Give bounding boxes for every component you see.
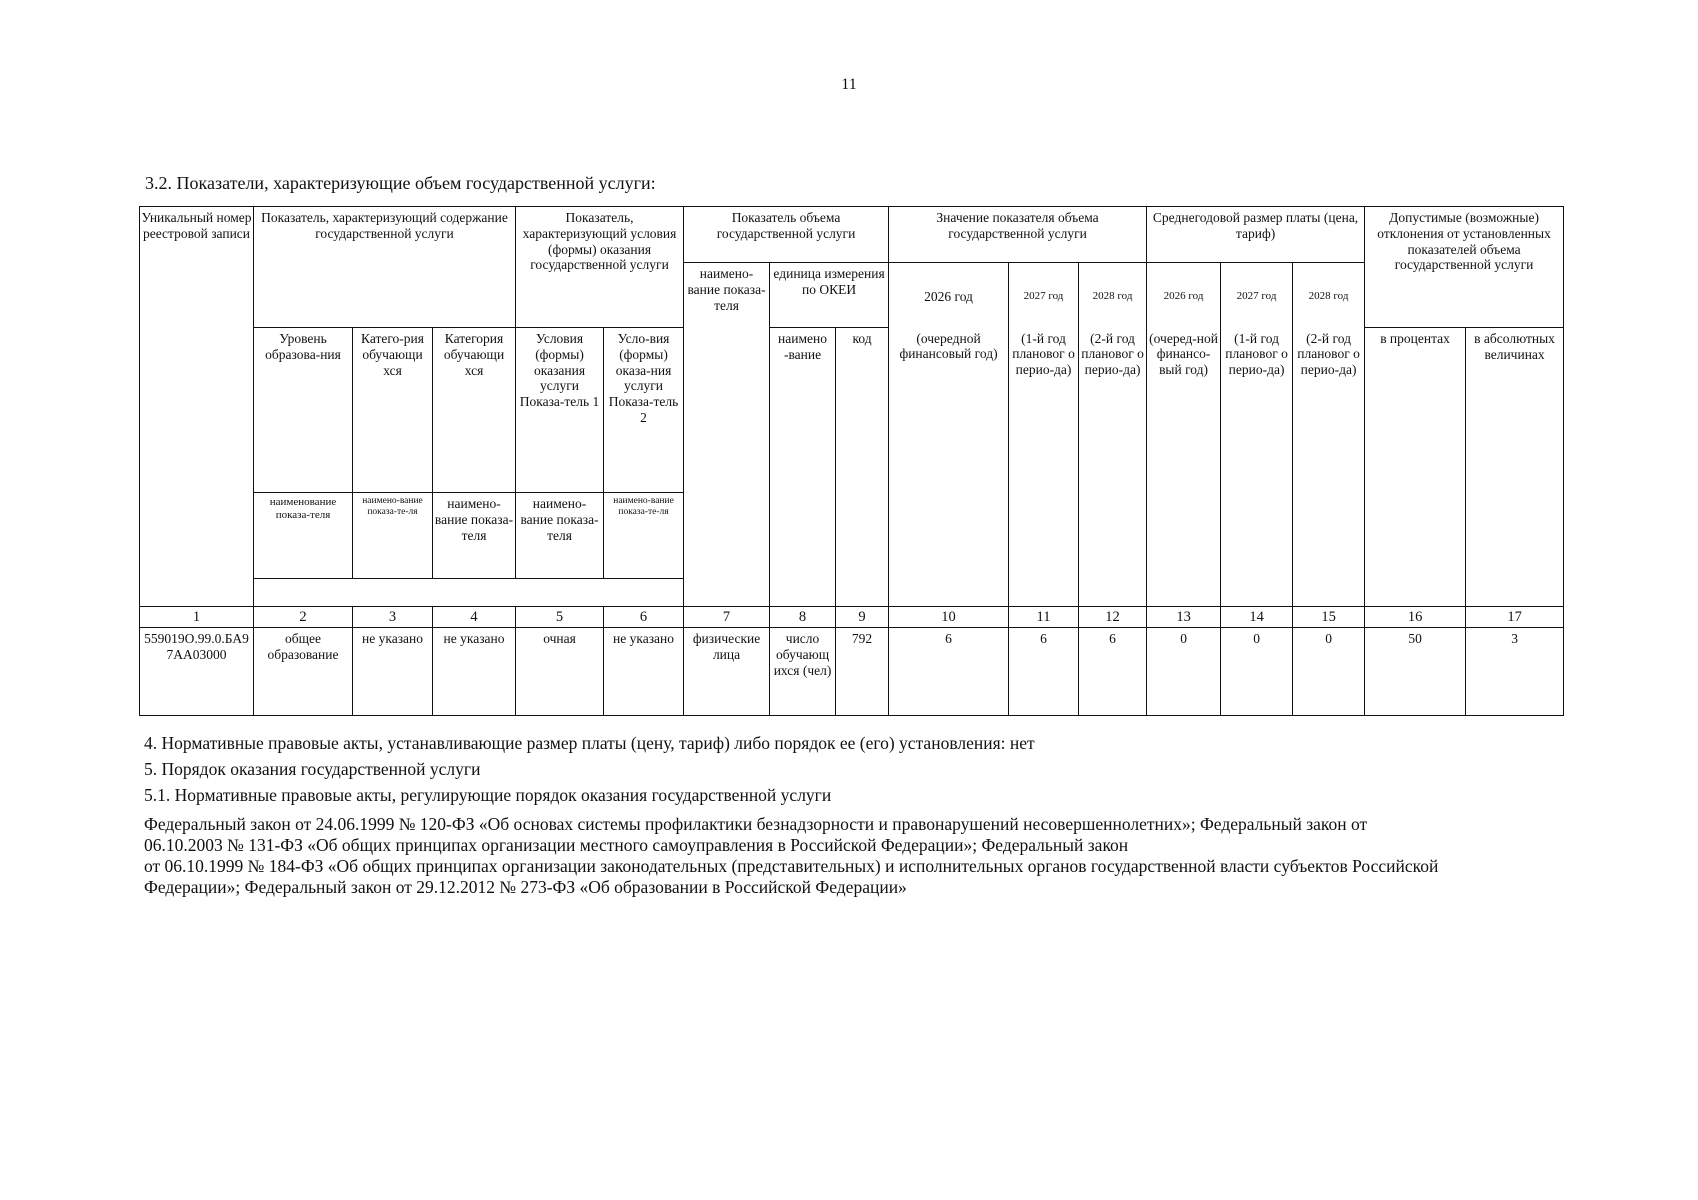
section-4-text: 4. Нормативные правовые акты, устанавливающие размер платы (цену, тариф) либо порядок ее (его) установления: нет [144,733,1035,753]
header-content-indicator: Показатель, характеризующий содержание государственной услуги [254,207,516,328]
header-fee-2026-year: 2026 год [1147,263,1221,328]
column-number: 12 [1079,607,1147,628]
column-number: 7 [684,607,770,628]
cell-deviation-percent: 50 [1365,628,1466,716]
cell-value-2027: 6 [1009,628,1079,716]
header-name-2: наимено-вание показа-те-ля [353,493,433,579]
section-5-1-heading: 5.1. Нормативные правовые акты, регулирующие порядок оказания государственной услуги [144,785,832,805]
table-row [140,628,1564,716]
cell-registry-number: 559019О.99.0.БА97АА03000 [140,628,254,716]
header-fee-group: Среднегодовой размер платы (цена, тариф) [1147,207,1365,263]
header-spacer [254,579,684,607]
law-line: Федерации»; Федеральный закон от 29.12.2012 № 273-ФЗ «Об образовании в Российской Федерации» [144,877,907,897]
column-number: 8 [770,607,836,628]
cell-condition-1: очная [516,628,604,716]
header-value-2027-year: 2027 год [1009,263,1079,328]
column-number: 15 [1293,607,1365,628]
header-name-4: наимено-вание показа-теля [516,493,604,579]
cell-value-2028: 6 [1079,628,1147,716]
column-number: 9 [836,607,889,628]
column-number: 16 [1365,607,1466,628]
header-condition-1: Условия (формы) оказания услуги Показа-тель 1 [516,328,604,493]
column-number: 14 [1221,607,1293,628]
header-value-2028-desc: (2-й год плановог о перио-да) [1079,328,1147,607]
volume-indicators-table [139,206,1564,716]
cell-category-2: не указано [433,628,516,716]
header-condition-2: Усло-вия (формы) оказа-ния услуги Показа-тель 2 [604,328,684,493]
header-deviation-group: Допустимые (возможные) отклонения от установленных показателей объема государственной услуги [1365,207,1564,328]
header-fee-2027-year: 2027 год [1221,263,1293,328]
cell-fee-2026: 0 [1147,628,1221,716]
column-number: 3 [353,607,433,628]
column-number: 4 [433,607,516,628]
header-unit-code: код [836,328,889,607]
column-number: 13 [1147,607,1221,628]
cell-fee-2027: 0 [1221,628,1293,716]
header-category-2: Категория обучающи хся [433,328,516,493]
header-conditions-indicator: Показатель, характеризующий условия (формы) оказания государственной услуги [516,207,684,328]
cell-fee-2028: 0 [1293,628,1365,716]
column-number: 2 [254,607,353,628]
header-volume-name: наимено-вание показа-теля [684,263,770,607]
page-number: 11 [841,76,857,93]
laws-paragraph [144,814,1564,898]
header-name-3: наимено-вание показа-теля [433,493,516,579]
header-value-2027-desc: (1-й год плановог о перио-да) [1009,328,1079,607]
cell-volume-name: физические лица [684,628,770,716]
header-name-1: наименование показа-теля [254,493,353,579]
header-level: Уровень образова-ния [254,328,353,493]
column-number: 17 [1466,607,1564,628]
header-deviation-percent: в процентах [1365,328,1466,607]
cell-condition-2: не указано [604,628,684,716]
header-volume-indicator: Показатель объема государственной услуги [684,207,889,263]
cell-unit-name: число обучающ ихся (чел) [770,628,836,716]
cell-unit-code: 792 [836,628,889,716]
column-number: 5 [516,607,604,628]
column-number: 1 [140,607,254,628]
header-fee-2027-desc: (1-й год плановог о перио-да) [1221,328,1293,607]
section-title: 3.2. Показатели, характеризующие объем государственной услуги: [145,173,656,193]
header-unit-name: наимено -вание [770,328,836,607]
header-fee-2026-desc: (очеред-ной финансо-вый год) [1147,328,1221,607]
header-unit: единица измерения по ОКЕИ [770,263,889,328]
header-unique-number: Уникальный номер реестровой записи [140,207,254,607]
header-name-5: наимено-вание показа-те-ля [604,493,684,579]
header-value-2026-desc: (очередной финансовый год) [889,328,1009,607]
cell-level: общее образование [254,628,353,716]
section-5-heading: 5. Порядок оказания государственной услуги [144,759,481,779]
header-deviation-absolute: в абсолютных величинах [1466,328,1564,607]
column-numbers-row [140,607,1564,628]
header-category-1: Катего-рия обучающи хся [353,328,433,493]
column-number: 11 [1009,607,1079,628]
law-line: Федеральный закон от 24.06.1999 № 120-ФЗ «Об основах системы профилактики безнадзорности и правонарушений несовершеннолетних»; Федеральный закон от [144,814,1368,834]
column-number: 6 [604,607,684,628]
header-fee-2028-desc: (2-й год плановог о перио-да) [1293,328,1365,607]
header-value-2028-year: 2028 год [1079,263,1147,328]
cell-category-1: не указано [353,628,433,716]
cell-value-2026: 6 [889,628,1009,716]
law-line: от 06.10.1999 № 184-ФЗ «Об общих принципах организации законодательных (представительных) и исполнительных органов государственной власти субъектов Российской [144,856,1439,876]
header-value-group: Значение показателя объема государственной услуги [889,207,1147,263]
law-line: 06.10.2003 № 131-ФЗ «Об общих принципах организации местного самоуправления в Российской Федерации»; Федеральный закон [144,835,1129,855]
cell-deviation-absolute: 3 [1466,628,1564,716]
column-number: 10 [889,607,1009,628]
header-fee-2028-year: 2028 год [1293,263,1365,328]
header-value-2026-year: 2026 год [889,263,1009,328]
